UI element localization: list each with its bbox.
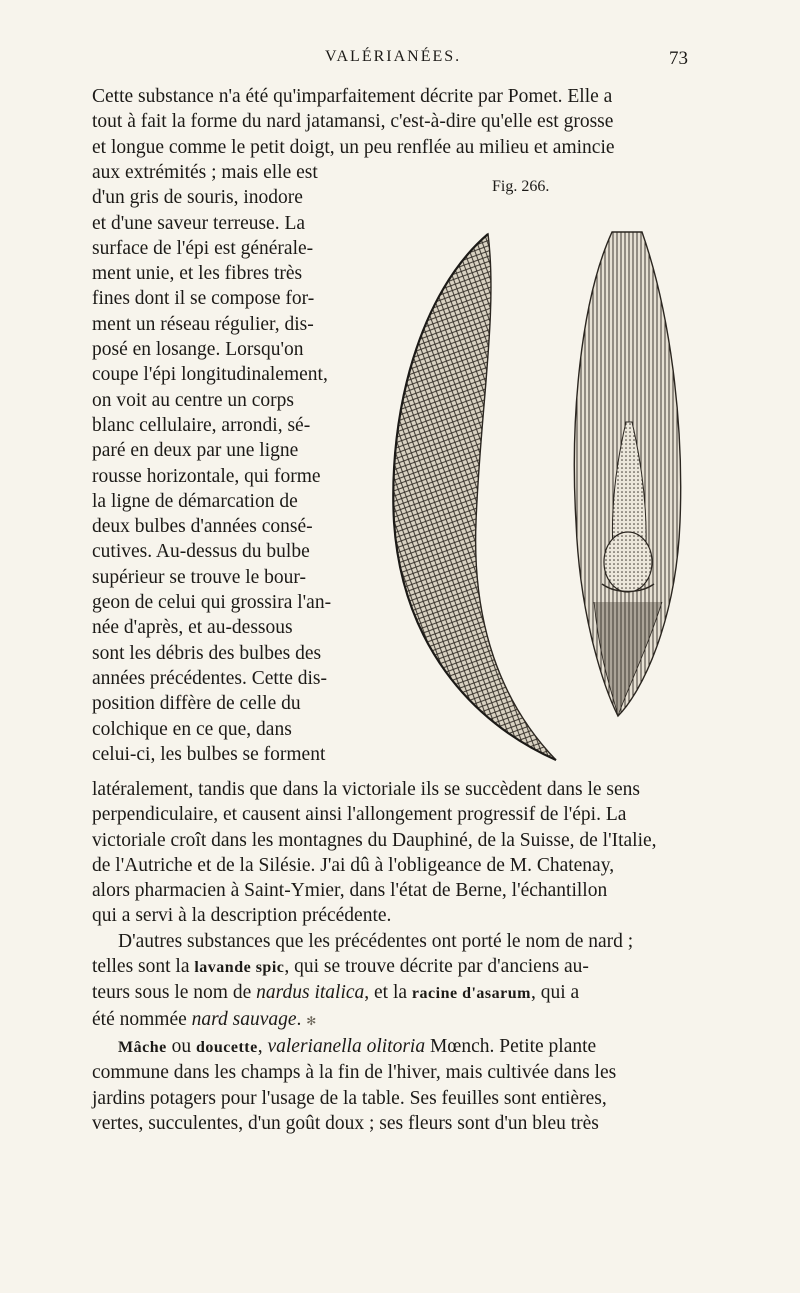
- lower-text-block: [92, 777, 697, 1136]
- text-line: position diffère de celle du: [92, 693, 301, 715]
- spike-whole-illustration: [393, 234, 556, 760]
- paragraph-mache: [92, 1034, 697, 1060]
- text-line: blanc cellulaire, arrondi, sé-: [92, 414, 311, 436]
- term-nardus-italica: nardus italica: [256, 982, 365, 1004]
- text-line: et d'une saveur terreuse. La: [92, 212, 306, 234]
- text-line: [92, 954, 697, 980]
- text-fragment: teurs sous le nom de: [92, 982, 257, 1004]
- text-line: vertes, succulentes, d'un goût doux ; ses fleurs sont d'un bleu très: [92, 1112, 599, 1134]
- text-line: on voit au centre un corps: [92, 389, 294, 411]
- term-mache: Mâche: [118, 1038, 167, 1056]
- paragraph-nard-top: [92, 84, 697, 160]
- text-line: surface de l'épi est générale-: [92, 237, 314, 259]
- text-line: latéralement, tandis que dans la victoriale ils se succèdent dans le sens: [92, 779, 640, 800]
- text-fragment: , et la: [364, 982, 412, 1004]
- text-line: fines dont il se compose for-: [92, 288, 315, 310]
- text-line: geon de celui qui grossira l'an-: [92, 592, 332, 614]
- term-doucette: doucette: [195, 1038, 258, 1056]
- text-line: née d'après, et au-dessous: [92, 617, 293, 639]
- text-line: posé en losange. Lorsqu'on: [92, 339, 304, 361]
- text-fragment: D'autres substances que les précédentes ont porté le nom de nard ;: [118, 930, 634, 952]
- text-fragment: été nommée: [92, 1008, 192, 1030]
- running-title: VALÉRIANÉES.: [325, 48, 462, 65]
- text-line: ment un réseau régulier, dis-: [92, 313, 314, 335]
- text-fragment: , qui a: [530, 982, 580, 1004]
- text-line: ment unie, et les fibres très: [92, 263, 303, 285]
- term-lavande-spic: lavande spic: [194, 959, 285, 977]
- text-fragment: ,: [257, 1035, 268, 1057]
- term-racine-asarum: racine d'asarum: [411, 985, 531, 1003]
- text-line: jardins potagers pour l'usage de la table. Ses feuilles sont entières,: [92, 1087, 607, 1109]
- text-line: de l'Autriche et de la Silésie. J'ai dû à l'obligeance de M. Chatenay,: [92, 854, 615, 876]
- text-line: d'un gris de souris, inodore: [92, 187, 303, 209]
- spike-section-illustration: [574, 232, 680, 716]
- text-line: et longue comme le petit doigt, un peu renflée au milieu et amincie: [92, 136, 615, 158]
- text-line: cutives. Au-dessus du bulbe: [92, 541, 310, 563]
- text-line: rousse horizontale, qui forme: [92, 465, 321, 487]
- running-head: [0, 48, 800, 72]
- text-line: aux extrémités ; mais elle est: [92, 162, 318, 183]
- text-line: sont les débris des bulbes des: [92, 642, 322, 664]
- term-nard-sauvage: nard sauvage: [191, 1008, 297, 1030]
- text-fragment: ou: [166, 1035, 196, 1057]
- term-valerianella-olitoria: valerianella olitoria: [267, 1035, 426, 1057]
- text-line: deux bulbes d'années consé-: [92, 516, 313, 538]
- paragraph-other-nards: [92, 929, 697, 954]
- text-line: la ligne de démarcation de: [92, 490, 298, 512]
- text-line: qui a servi à la description précédente.: [92, 905, 392, 927]
- text-line: perpendiculaire, et causent ainsi l'allongement progressif de l'épi. La: [92, 804, 627, 826]
- printer-flourish-icon: ✻: [306, 1013, 317, 1028]
- text-line: Cette substance n'a été qu'imparfaitement décrite par Pomet. Elle a: [92, 86, 613, 107]
- text-line: tout à fait la forme du nard jatamansi, c'est-à-dire qu'elle est grosse: [92, 111, 614, 133]
- text-fragment: .: [296, 1008, 302, 1030]
- text-line: coupe l'épi longitudinalement,: [92, 364, 328, 386]
- page-number: 73: [669, 48, 688, 69]
- text-fragment: telles sont la: [92, 956, 195, 978]
- figure-caption: Fig. 266.: [492, 178, 550, 195]
- text-line: supérieur se trouve le bour-: [92, 566, 307, 588]
- paragraph-nard-column: [92, 160, 362, 767]
- text-line: commune dans les champs à la fin de l'hiver, mais cultivée dans les: [92, 1062, 617, 1084]
- text-fragment: , qui se trouve décrite par d'anciens au-: [284, 956, 589, 978]
- text-line: paré en deux par une ligne: [92, 440, 299, 462]
- text-line: alors pharmacien à Saint-Ymier, dans l'état de Berne, l'échantillon: [92, 880, 608, 902]
- text-line: [92, 980, 697, 1006]
- text-line: colchique en ce que, dans: [92, 718, 292, 740]
- text-line: années précédentes. Cette dis-: [92, 667, 327, 689]
- text-line: [92, 1007, 697, 1034]
- text-line: celui-ci, les bulbes se forment: [92, 743, 326, 765]
- figure-nard-spikes: [380, 222, 700, 782]
- text-fragment: Mœnch. Petite plante: [425, 1035, 597, 1057]
- text-line: victoriale croît dans les montagnes du Dauphiné, de la Suisse, de l'Italie,: [92, 829, 657, 851]
